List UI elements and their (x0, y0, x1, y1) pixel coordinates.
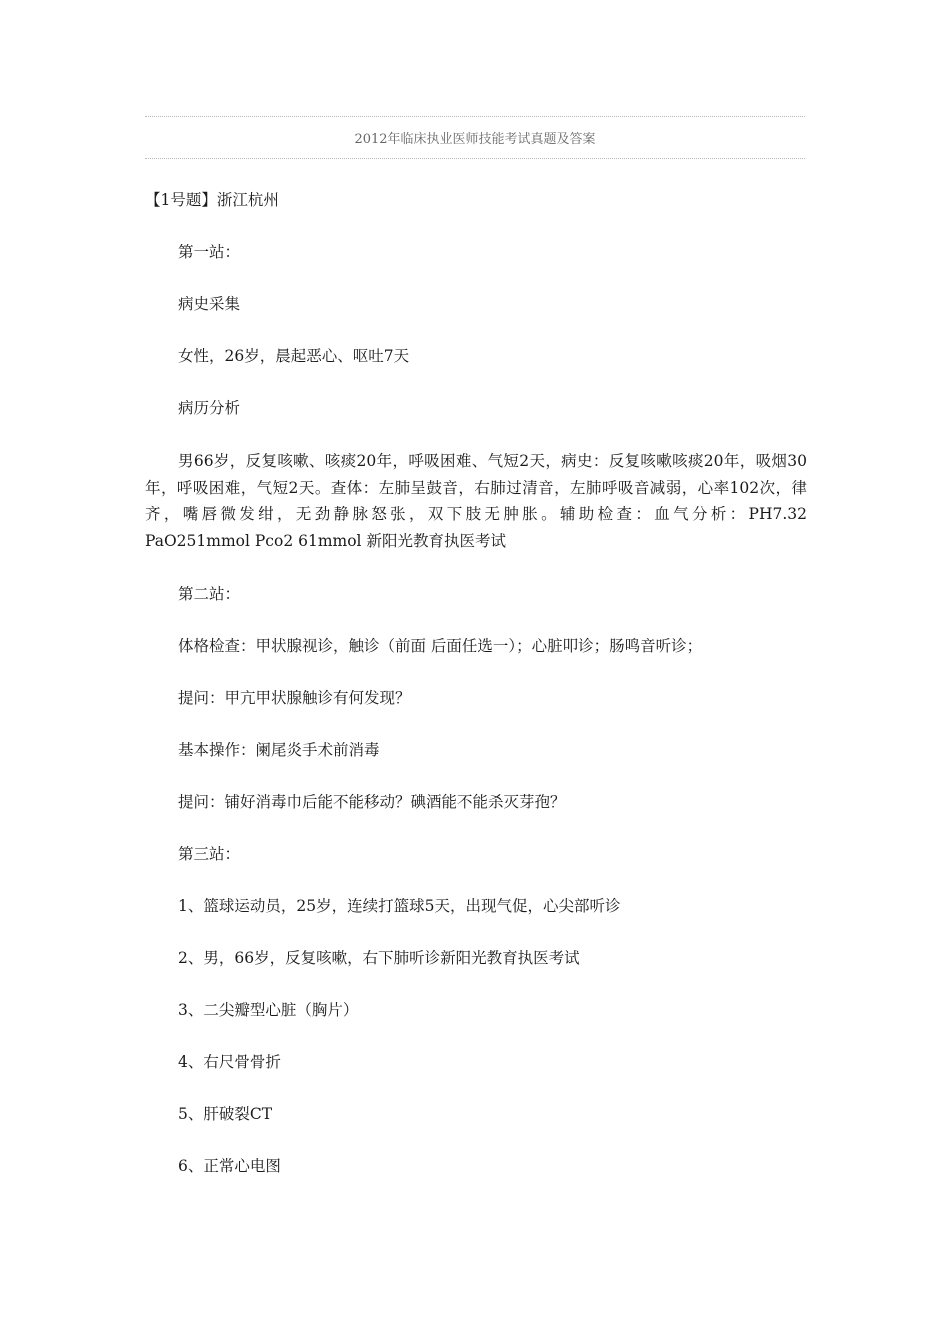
station3-label: 第三站： (178, 845, 241, 863)
history-collection-case: 女性，26岁，晨起恶心、呕吐7天 (178, 347, 410, 365)
physical-exam-text: 体格检查：甲状腺视诊，触诊（前面 后面任选一）；心脏叩诊；肠鸣音听诊； (178, 637, 703, 655)
history-collection-title: 病史采集 (178, 295, 241, 313)
document-title: 2012年临床执业医师技能考试真题及答案 (354, 132, 596, 147)
document-body (145, 188, 807, 1206)
station3-item: 4、右尺骨骨折 (178, 1053, 281, 1071)
station3-item: 6、正常心电图 (178, 1157, 281, 1175)
title-top-divider (145, 116, 805, 117)
station3-item: 5、肝破裂CT (178, 1105, 273, 1123)
exam-question-text: 提问：甲亢甲状腺触诊有何发现？ (178, 689, 411, 707)
basic-operation-text: 基本操作：阑尾炎手术前消毒 (178, 741, 380, 759)
operation-question-text: 提问：铺好消毒巾后能不能移动？碘酒能不能杀灭芽孢？ (178, 793, 566, 811)
case-analysis-text: 男66岁，反复咳嗽、咳痰20年，呼吸困难、气短2天，病史：反复咳嗽咳痰20年，吸烟30年，呼吸困难，气短2天。查体：左肺呈鼓音，右肺过清音，左肺呼吸音减弱，心率102次，律齐，嘴唇微发绀，无劲静脉怒张，双下肢无肿胀。辅助检查：血气分析：PH7.32 PaO251mmol Pco2 61mmol 新阳光教育执医考试 (145, 452, 807, 550)
title-bottom-divider (145, 158, 805, 159)
station3-item: 1、篮球运动员，25岁，连续打篮球5天，出现气促，心尖部听诊 (178, 897, 621, 915)
station2-label: 第二站： (178, 585, 241, 603)
case-analysis-title: 病历分析 (178, 399, 241, 417)
station3-item: 2、男，66岁，反复咳嗽，右下肺听诊新阳光教育执医考试 (178, 949, 580, 967)
station1-label: 第一站： (178, 243, 241, 261)
question-heading: 【1号题】浙江杭州 (145, 191, 279, 209)
station3-item: 3、二尖瓣型心脏（胸片） (178, 1001, 359, 1019)
